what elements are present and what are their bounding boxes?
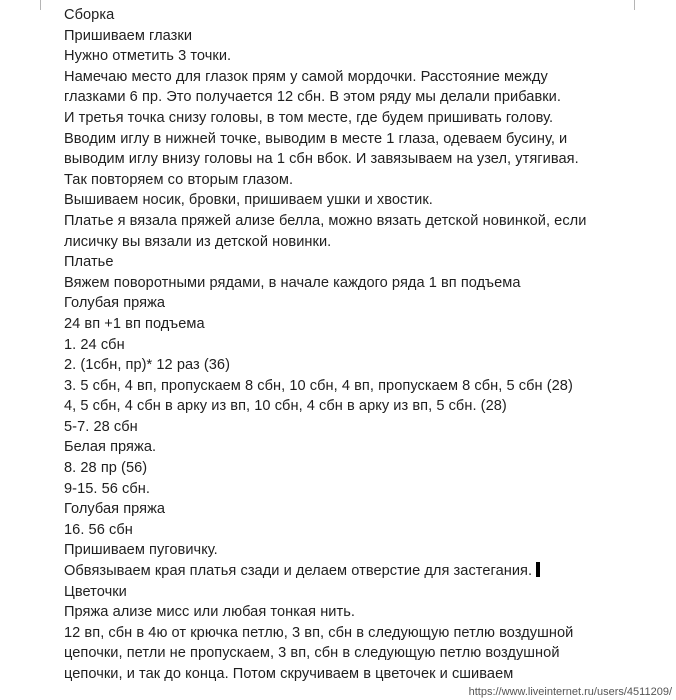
document-line (64, 335, 624, 356)
document-line-text: 9-15. 56 сбн. (64, 480, 151, 497)
document-line-text: Вышиваем носик, бровки, пришиваем ушки и хвостик. (64, 192, 433, 209)
document-line (64, 67, 624, 88)
document-line-text: цепочки, петли не пропускаем, 3 вп, сбн в следующую петлю воздушной (64, 645, 560, 662)
document-line (64, 273, 624, 294)
document-line (64, 87, 624, 108)
document-line (64, 540, 624, 561)
document-line (64, 26, 624, 47)
document-body[interactable] (64, 5, 624, 685)
document-line (64, 520, 624, 541)
document-line-text: Белая пряжа. (64, 439, 157, 456)
document-line-text: цепочки, и так до конца. Потом скручиваем в цветочек и сшиваем (64, 666, 514, 682)
document-line-text: Пришиваем пуговичку. (64, 542, 218, 559)
document-line (64, 417, 624, 438)
document-line-text: Цветочки (64, 583, 127, 600)
document-line-text: Голубая пряжа (64, 501, 166, 518)
document-line-text: Платье (64, 254, 114, 271)
document-line-text: 12 вп, сбн в 4ю от крючка петлю, 3 вп, сбн в следующую петлю воздушной (64, 624, 574, 641)
text-cursor (536, 562, 540, 577)
document-line (64, 602, 624, 623)
document-line-text: 5-7. 28 сбн (64, 418, 138, 435)
document-line-text: Голубая пряжа (64, 295, 166, 312)
document-line (64, 623, 624, 644)
document-line (64, 129, 624, 150)
document-line-text: Намечаю место для глазок прям у самой мордочки. Расстояние между (64, 68, 548, 85)
document-line-text: Нужно отметить 3 точки. (64, 48, 232, 65)
document-line-text: И третья точка снизу головы, в том месте, где будем пришивать голову. (64, 109, 554, 126)
document-line (64, 561, 624, 582)
document-line (64, 437, 624, 458)
document-line-text: Платье я вязала пряжей ализе белла, можно вязать детской новинкой, если (64, 212, 587, 229)
document-line-text: 24 вп +1 вп подъема (64, 315, 205, 332)
document-line (64, 664, 624, 685)
document-line (64, 376, 624, 397)
document-line (64, 108, 624, 129)
document-line (64, 643, 624, 664)
document-line-text: 1. 24 сбн (64, 336, 125, 353)
document-line-text: 16. 56 сбн (64, 521, 133, 538)
document-line (64, 170, 624, 191)
document-line (64, 252, 624, 273)
document-line-text: Обвязываем края платья сзади и делаем отверстие для застегания. (64, 563, 533, 580)
document-line (64, 314, 624, 335)
document-line-text: 8. 28 пр (56) (64, 460, 148, 477)
document-line-text: 3. 5 сбн, 4 вп, пропускаем 8 сбн, 10 сбн, 4 вп, пропускаем 8 сбн, 5 сбн (28) (64, 377, 573, 394)
document-line-text: Пряжа ализе мисс или любая тонкая нить. (64, 604, 356, 621)
document-line (64, 149, 624, 170)
document-line-text: выводим иглу внизу головы на 1 сбн вбок. И завязываем на узел, утягивая. (64, 151, 579, 168)
left-margin-marker (40, 0, 41, 10)
document-line-text: Так повторяем со вторым глазом. (64, 171, 294, 188)
document-line-text: лисичку вы вязали из детской новинки. (64, 233, 332, 250)
document-line (64, 582, 624, 603)
document-line-text: Сборка (64, 7, 115, 23)
source-watermark: https://www.liveinternet.ru/users/4511209/ (468, 686, 672, 698)
document-line (64, 396, 624, 417)
document-line-text: глазками 6 пр. Это получается 12 сбн. В этом ряду мы делали прибавки. (64, 89, 561, 106)
document-line-text: 4, 5 сбн, 4 сбн в арку из вп, 10 сбн, 4 сбн в арку из вп, 5 сбн. (28) (64, 398, 507, 415)
document-line (64, 232, 624, 253)
right-margin-marker (634, 0, 635, 10)
document-line (64, 355, 624, 376)
document-line-text: Вводим иглу в нижней точке, выводим в месте 1 глаза, одеваем бусину, и (64, 130, 568, 147)
document-line (64, 293, 624, 314)
document-line (64, 46, 624, 67)
document-line-text: 2. (1сбн, пр)* 12 раз (36) (64, 357, 230, 374)
document-line (64, 211, 624, 232)
document-line-text: Пришиваем глазки (64, 27, 193, 44)
document-line (64, 458, 624, 479)
document-line-text: Вяжем поворотными рядами, в начале каждого ряда 1 вп подъема (64, 274, 521, 291)
document-line (64, 499, 624, 520)
document-line (64, 190, 624, 211)
document-line (64, 5, 624, 26)
document-line (64, 479, 624, 500)
